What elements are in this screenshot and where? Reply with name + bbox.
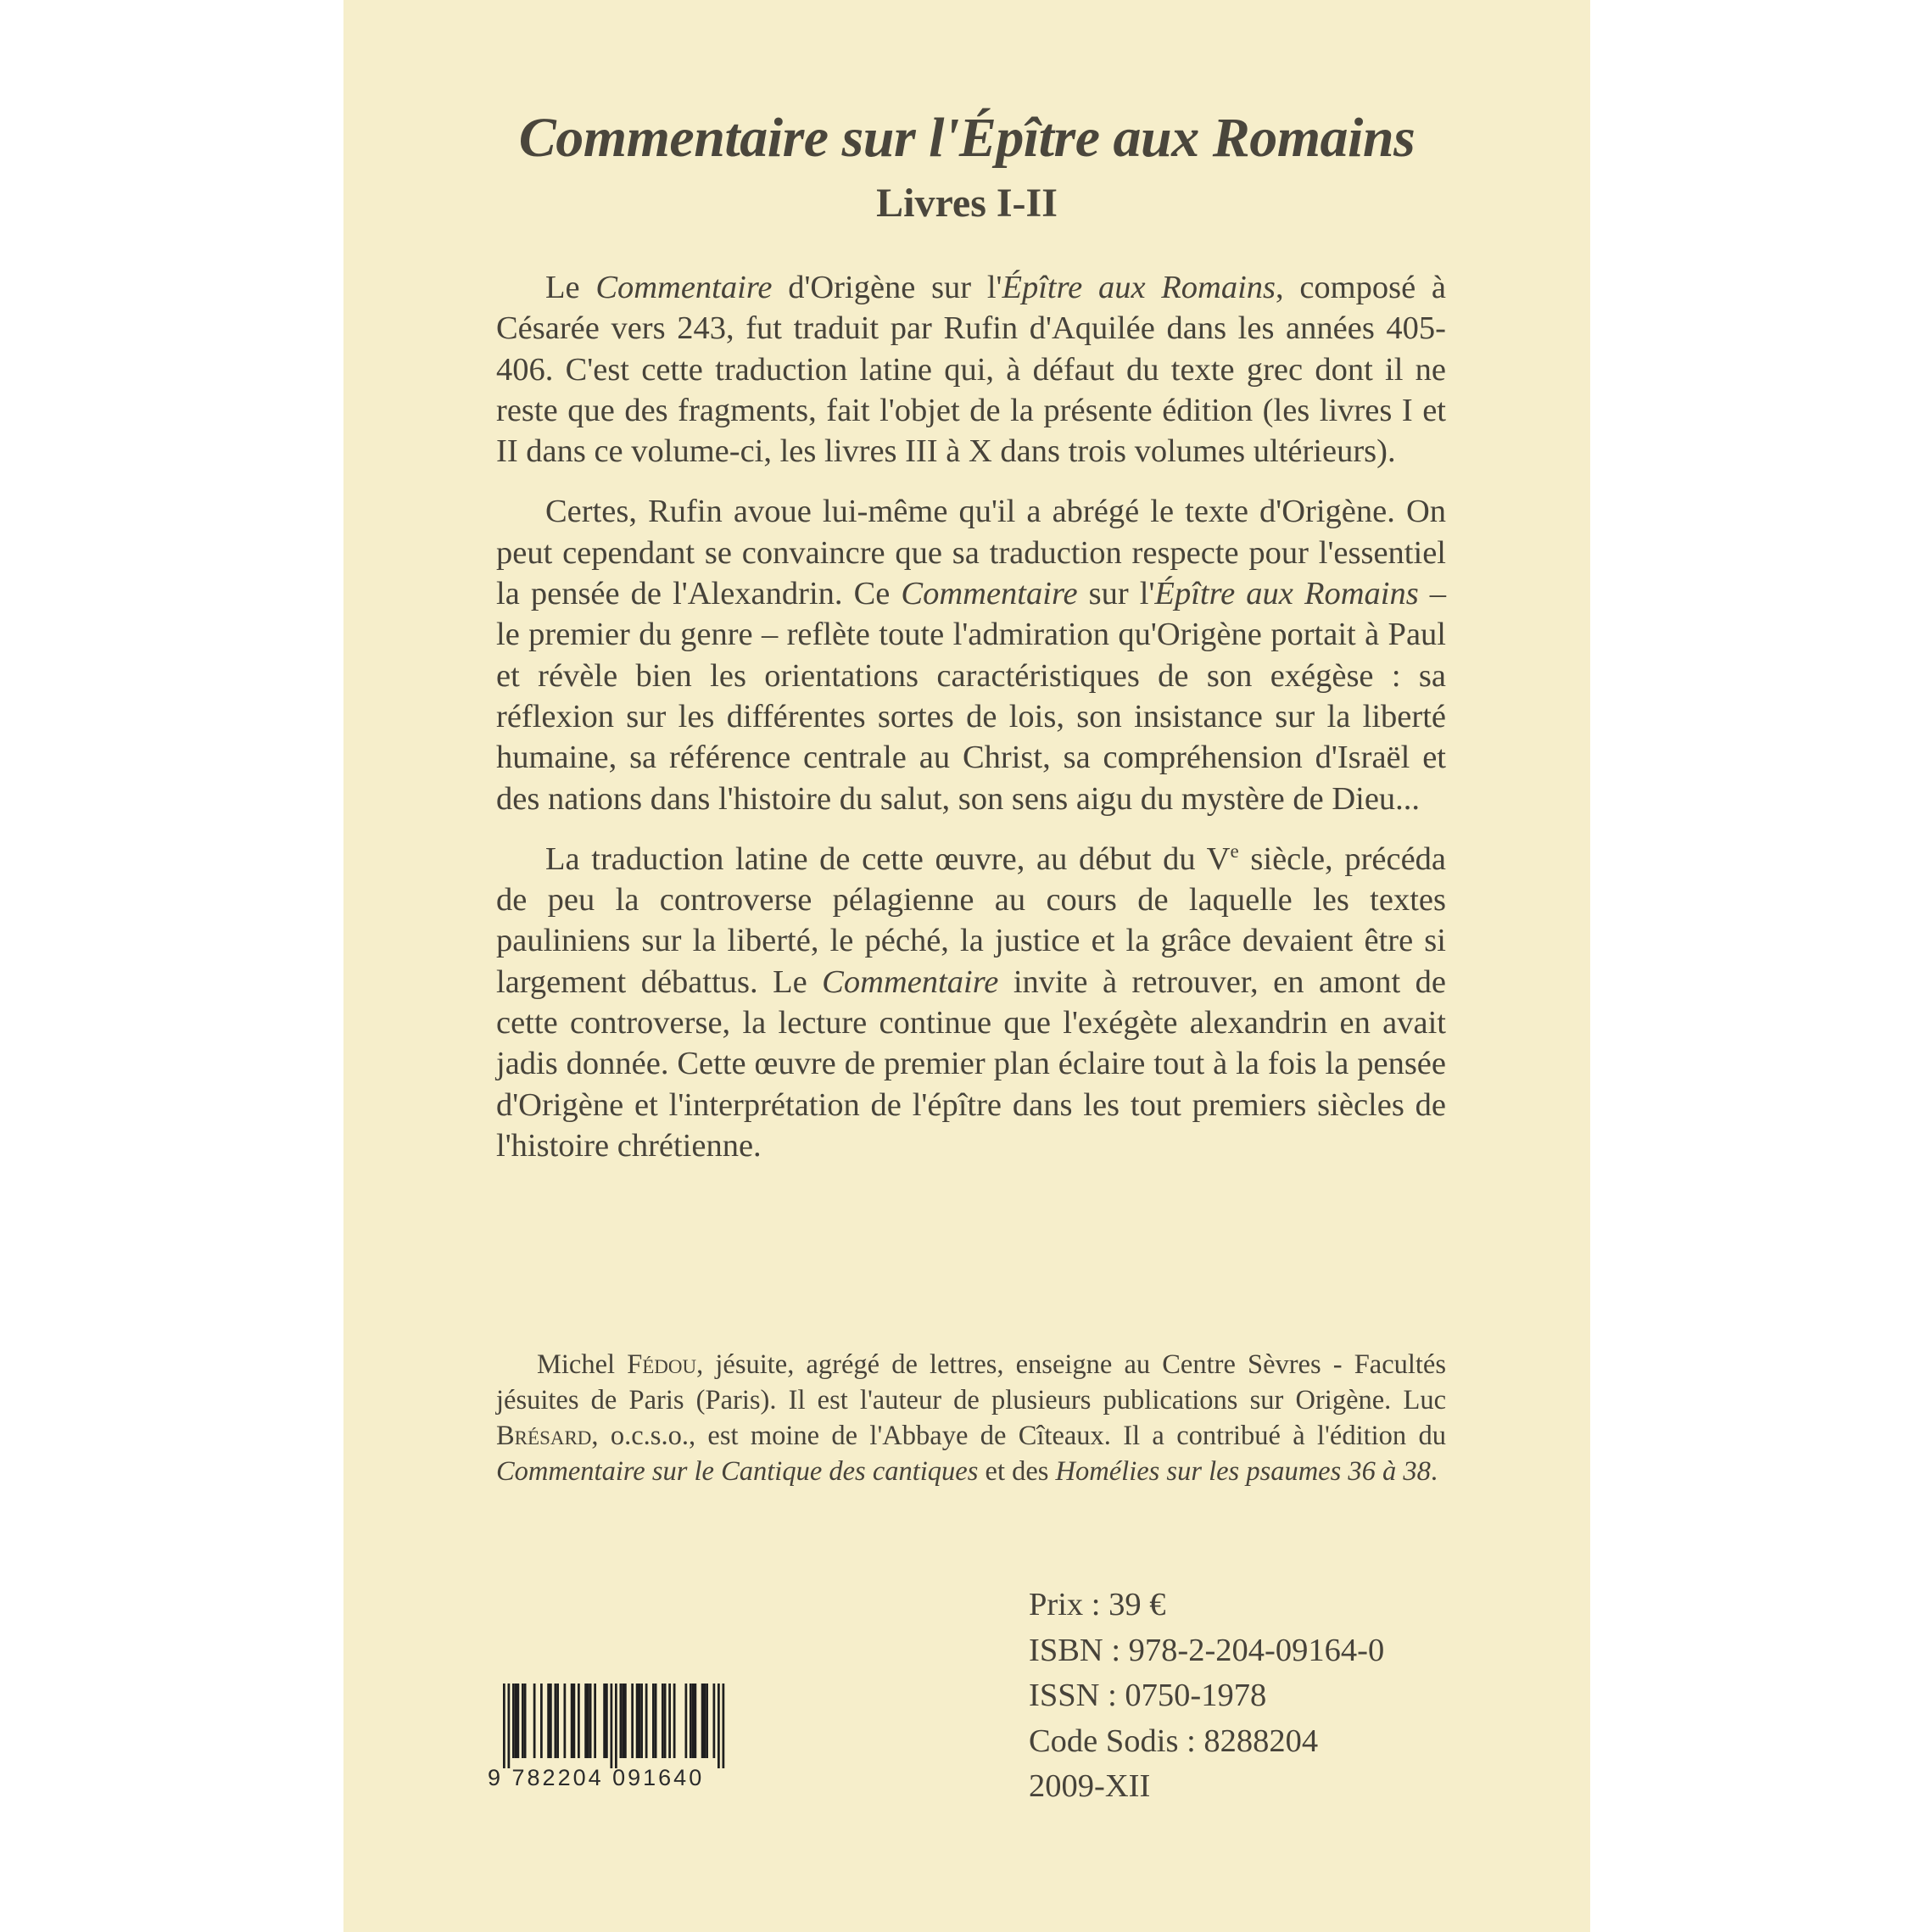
barcode-bar — [524, 1684, 527, 1758]
price: Prix : 39 € — [1029, 1587, 1166, 1622]
barcode-bar — [547, 1684, 550, 1758]
barcode-bar — [578, 1684, 580, 1758]
barcode-bar — [522, 1684, 524, 1758]
barcode-bar — [515, 1684, 517, 1758]
barcode-bar — [701, 1684, 704, 1758]
barcode-bar — [564, 1684, 567, 1758]
barcode-bar — [620, 1684, 623, 1758]
barcode-bar — [503, 1684, 505, 1768]
barcode-bar — [631, 1684, 634, 1758]
isbn: ISBN : 978-2-204-09164-0 — [1029, 1632, 1385, 1668]
barcode-bar — [611, 1684, 613, 1768]
publication-info — [1029, 1583, 1384, 1810]
barcode-bar — [594, 1684, 596, 1758]
barcode-bar — [640, 1684, 643, 1758]
barcode-bar — [673, 1684, 676, 1758]
barcode-bar — [704, 1684, 706, 1758]
barcode-bar — [533, 1684, 536, 1758]
barcode-bar — [690, 1684, 692, 1758]
barcode-bar — [584, 1684, 587, 1758]
edition-date: 2009-XII — [1029, 1768, 1151, 1804]
barcode — [488, 1684, 746, 1804]
barcode-bar — [636, 1684, 639, 1758]
barcode-bar — [718, 1684, 720, 1768]
barcode-bar — [692, 1684, 695, 1758]
paragraph-1: Le Commentaire d'Origène sur l'Épître aux Romains, composé à Césarée vers 243, fut traduit par Rufin d'Aquilée dans les années 405-406. C'est cette traduction latine qui, à défaut du texte grec dont il ne reste que des fragments, fait l'objet de la présente édition (les livres I et II dans ce volume-ci, les livres III à X dans trois volumes ultérieurs). — [496, 270, 1446, 470]
barcode-bar — [571, 1684, 573, 1758]
barcode-bar — [652, 1684, 655, 1758]
barcode-bar — [706, 1684, 708, 1758]
book-title: Commentaire sur l'Épître aux Romains — [518, 107, 1415, 169]
barcode-bar — [668, 1684, 671, 1758]
book-subtitle: Livres I-II — [876, 181, 1058, 226]
barcode-bar — [512, 1684, 515, 1758]
barcode-bar — [622, 1684, 624, 1758]
barcode-bar — [723, 1684, 725, 1768]
barcode-bar — [508, 1684, 511, 1768]
barcode-bar — [655, 1684, 657, 1758]
barcode-bar — [639, 1684, 641, 1758]
paragraph-2: Certes, Rufin avoue lui-même qu'il a abrégé le texte d'Origène. On peut cependant se convaincre que sa traduction respecte pour l'essentiel la pensée de l'Alexandrin. Ce Commentaire sur l'Épître aux Romains – le premier du genre – reflète toute l'admiration qu'Origène portait à Paul et révèle bien les orientations caractéristiques de son exégèse : sa réflexion sur les différentes sortes de lois, son insistance sur la liberté humaine, sa référence centrale au Christ, sa compréhension d'Israël et des nations dans l'histoire du salut, son sens aigu du mystère de Dieu... — [496, 494, 1447, 817]
paragraph-3: La traduction latine de cette œuvre, au début du Ve siècle, précéda de peu la controverse pélagienne au cours de laquelle les textes pauliniens sur la liberté, le péché, la justice et la grâce devaient être si largement débattus. Le Commentaire invite à retrouver, en amont de cette controverse, la lecture continue que l'exégète alexandrin en avait jadis donnée. Cette œuvre de premier plan éclaire tout à la fois la pensée d'Origène et l'interprétation de l'épître dans les tout premiers siècles de l'histoire chrétienne. — [496, 840, 1446, 1164]
barcode-bar — [645, 1684, 648, 1758]
barcode-bar — [695, 1684, 697, 1758]
book-back-cover — [343, 0, 1590, 1932]
barcode-bar — [556, 1684, 559, 1758]
description — [496, 267, 1446, 1186]
barcode-bar — [664, 1684, 667, 1758]
barcode-bar — [589, 1684, 592, 1758]
barcode-bar — [573, 1684, 576, 1758]
barcode-bar — [662, 1684, 664, 1758]
barcode-bar — [685, 1684, 688, 1758]
author-notes: Michel Fédou, jésuite, agrégé de lettres, enseigne au Centre Sèvres - Facultés jésuites de Paris (Paris). Il est l'auteur de plusieurs publications sur Origène. Luc Brésard, o.c.s.o., est moine de l'Abbaye de Cîteaux. Il a contribué à l'édition du Commentaire sur le Cantique des cantiques et des Homélies sur les psaumes 36 à 38. — [496, 1349, 1446, 1487]
barcode-bar — [603, 1684, 606, 1758]
barcode-digits: 9 782204 091640 — [488, 1765, 705, 1790]
barcode-bar — [550, 1684, 552, 1758]
barcode-bar — [555, 1684, 557, 1758]
barcode-bars — [488, 1684, 746, 1768]
barcode-bar — [713, 1684, 716, 1758]
barcode-bar — [606, 1684, 608, 1758]
barcode-bar — [624, 1684, 627, 1758]
barcode-bar — [615, 1684, 617, 1768]
code-sodis: Code Sodis : 8288204 — [1029, 1723, 1319, 1759]
issn: ISSN : 0750-1978 — [1029, 1678, 1267, 1713]
barcode-bar — [517, 1684, 520, 1758]
barcode-bar — [587, 1684, 589, 1758]
barcode-bar — [540, 1684, 543, 1758]
